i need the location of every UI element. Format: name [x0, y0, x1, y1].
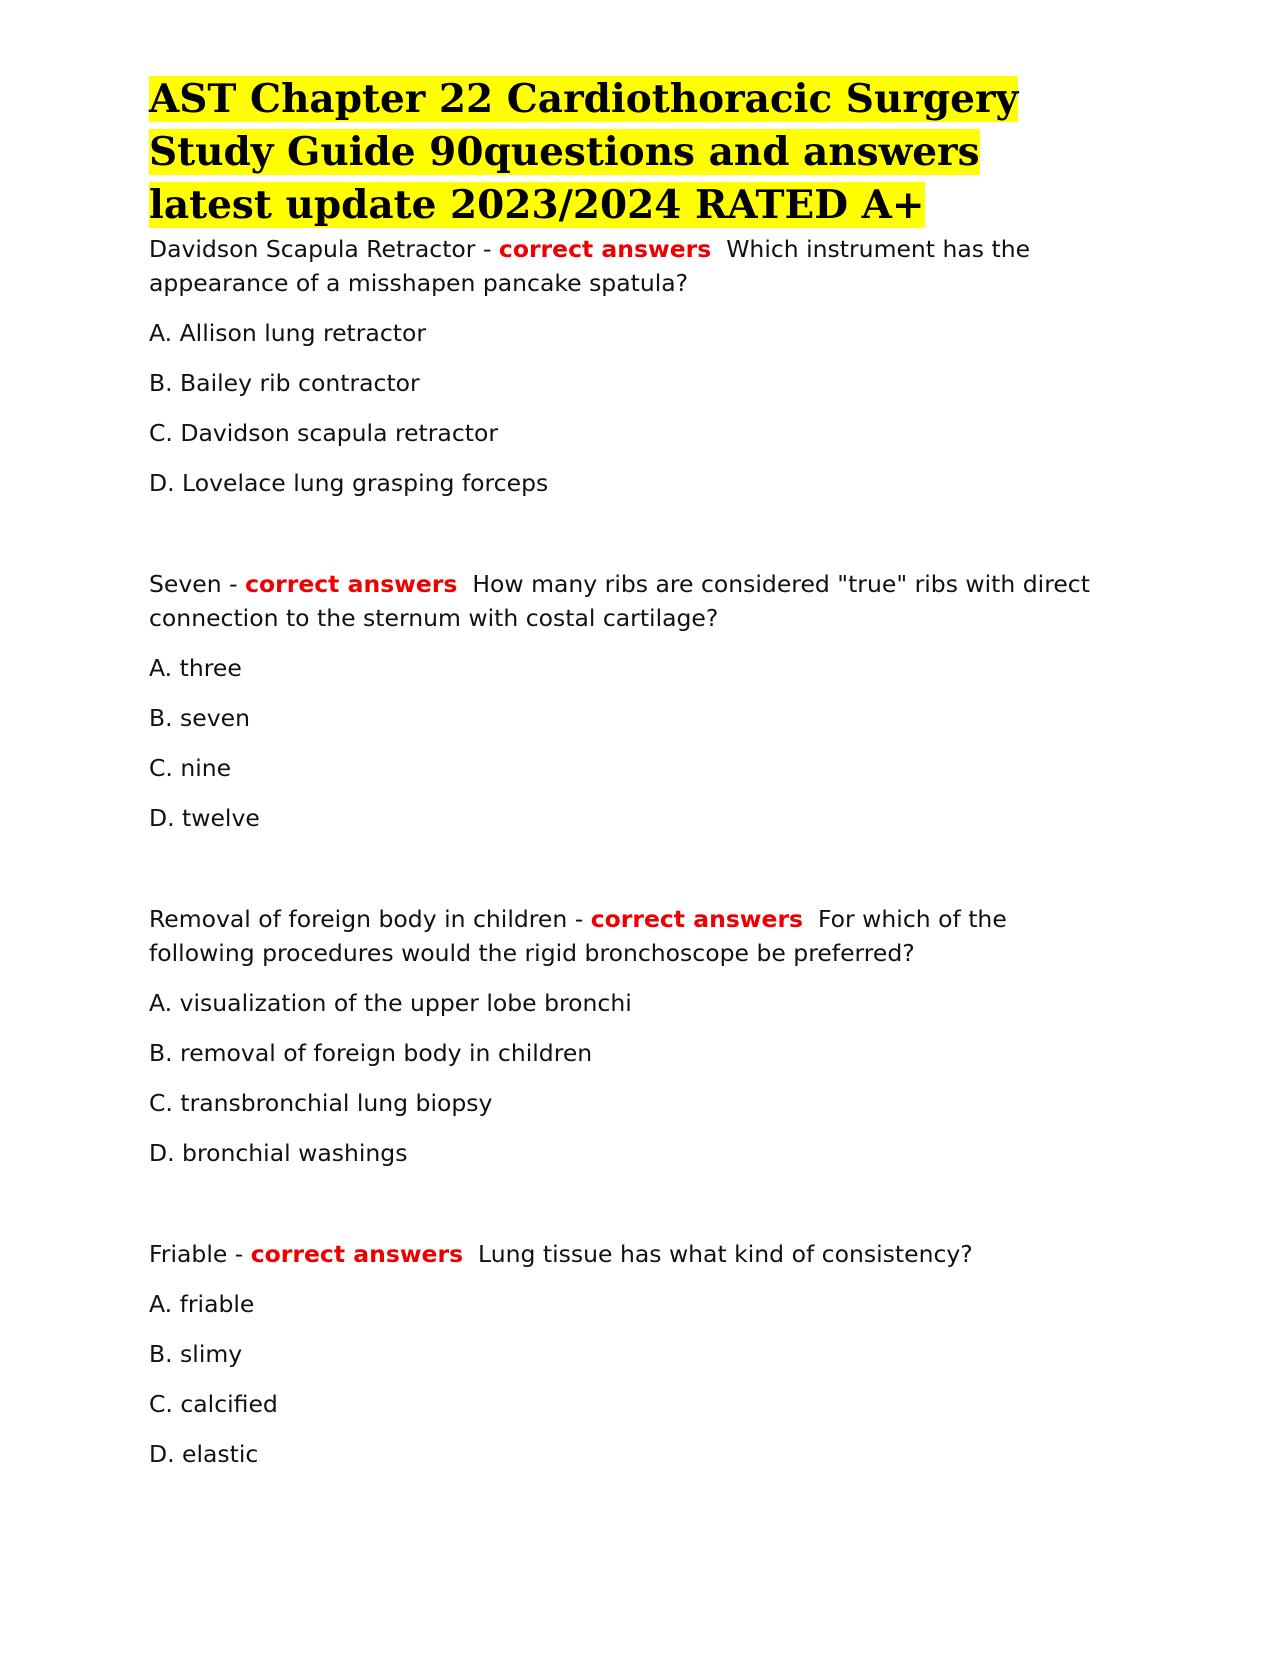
option-b: B. seven	[149, 704, 251, 732]
option-b: B. removal of foreign body in children	[149, 1039, 593, 1067]
question-text: For which of the following procedures would the rigid bronchoscope be preferred?	[149, 905, 1007, 967]
option-c: C. Davidson scapula retractor	[149, 419, 499, 447]
question-block	[149, 902, 1099, 1170]
option-d: D. twelve	[149, 804, 260, 832]
option-c: C. nine	[149, 754, 232, 782]
answer-separator: -	[227, 1240, 251, 1268]
question-list	[149, 232, 1099, 1471]
option-c: C. calcified	[149, 1390, 278, 1418]
option-a: A. three	[149, 654, 242, 682]
option-a: A. visualization of the upper lobe bronchi	[149, 989, 632, 1017]
option-b: B. slimy	[149, 1340, 243, 1368]
correct-answers-label: correct answers	[498, 235, 712, 263]
answer-text: Seven	[149, 570, 222, 598]
title-highlight: AST Chapter 22 Cardiothoracic Surgery Study Guide 90questions and answers latest update 2023/2024 RATED A+	[149, 76, 1019, 228]
option-d: D. bronchial washings	[149, 1139, 408, 1167]
answer-text: Davidson Scapula Retractor	[149, 235, 476, 263]
correct-answers-label: correct answers	[245, 570, 458, 598]
option-d: D. Lovelace lung grasping forceps	[149, 469, 549, 497]
question-line	[149, 1237, 1099, 1271]
question-block	[149, 567, 1099, 835]
question-block	[149, 1237, 1099, 1471]
question-text: Lung tissue has what kind of consistency?	[478, 1240, 973, 1268]
question-line	[149, 567, 1099, 635]
correct-answers-label: correct answers	[250, 1240, 464, 1268]
question-text: Which instrument has the appearance of a misshapen pancake spatula?	[149, 235, 1031, 297]
document-page	[149, 73, 1099, 1471]
answer-separator: -	[221, 570, 246, 598]
option-c: C. transbronchial lung biopsy	[149, 1089, 493, 1117]
option-d: D. elastic	[149, 1440, 259, 1468]
question-line	[149, 232, 1099, 300]
correct-answers-label: correct answers	[590, 905, 804, 933]
answer-separator: -	[567, 905, 591, 933]
option-a: A. Allison lung retractor	[149, 319, 427, 347]
question-line	[149, 902, 1099, 970]
question-block	[149, 232, 1099, 500]
answer-text: Removal of foreign body in children	[149, 905, 568, 933]
answer-separator: -	[475, 235, 499, 263]
option-a: A. friable	[149, 1290, 255, 1318]
document-title	[149, 73, 1099, 232]
option-b: B. Bailey rib contractor	[149, 369, 420, 397]
answer-text: Friable	[149, 1240, 228, 1268]
question-text: How many ribs are considered "true" ribs with direct connection to the sternum with costal cartilage?	[149, 570, 1090, 632]
